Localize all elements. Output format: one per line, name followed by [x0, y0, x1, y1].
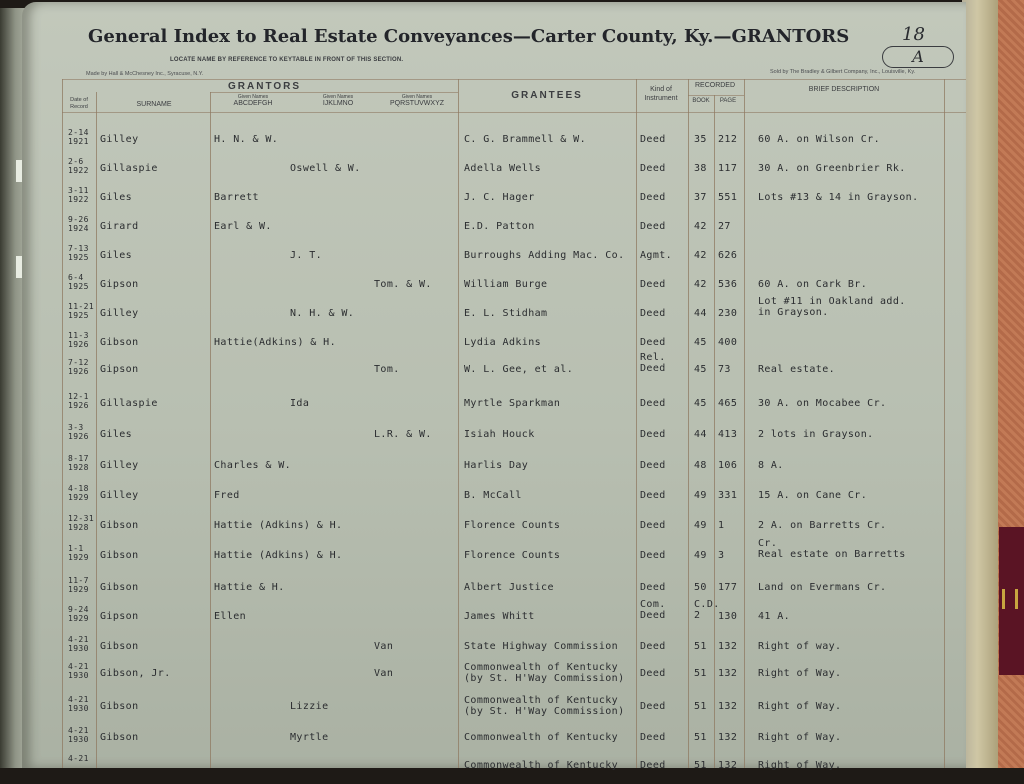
given-names-abcdefgh-header: Given Names ABCDEFGH: [233, 94, 273, 107]
entry-page: 27: [718, 221, 731, 232]
entry-given-names: Hattie (Adkins) & H.: [214, 520, 343, 531]
entry-grantee: Isiah Houck: [464, 429, 535, 440]
ledger-row: [22, 215, 966, 245]
entry-kind: Deed: [640, 641, 666, 652]
ledger-row: [22, 538, 966, 574]
entry-given-names: Hattie(Adkins) & H.: [214, 337, 336, 348]
entry-grantee: E. L. Stidham: [464, 308, 548, 319]
entry-given-names: Lizzie: [290, 701, 329, 712]
entry-surname: Girard: [100, 221, 139, 232]
entry-given-names: Tom.: [374, 364, 400, 375]
entry-page: 1: [718, 520, 725, 531]
entry-book: 38: [694, 163, 707, 174]
entry-book: 37: [694, 192, 707, 203]
entry-kind: Deed: [640, 221, 666, 232]
entry-date: 2-14 1921: [68, 128, 89, 146]
entry-page: 465: [718, 398, 738, 409]
entry-date: 9-26 1924: [68, 215, 89, 233]
grantors-header: GRANTORS: [228, 81, 302, 92]
entry-book: 51: [694, 760, 707, 771]
entry-page: 177: [718, 582, 738, 593]
entry-grantee: Burroughs Adding Mac. Co.: [464, 250, 625, 261]
ledger-row: [22, 662, 966, 692]
ledger-page: [22, 2, 966, 771]
entry-page: 3: [718, 550, 725, 561]
entry-kind: Deed: [640, 460, 666, 471]
page-title: General Index to Real Estate Conveyances—Carter County, Ky.—GRANTORS: [88, 26, 850, 47]
entry-kind: Deed: [640, 701, 666, 712]
entry-surname: Giles: [100, 192, 133, 203]
ledger-row: [22, 423, 966, 453]
bookmark-clasp-icon: [1002, 589, 1018, 609]
entry-date: 1-1 1929: [68, 544, 89, 562]
entry-given-names: H. N. & W.: [214, 134, 279, 145]
entry-description: Real estate.: [758, 364, 836, 375]
entry-page: 230: [718, 308, 738, 319]
entry-kind: Rel. Deed: [640, 352, 666, 374]
entry-given-names: Van: [374, 641, 394, 652]
entry-given-names: Ellen: [214, 611, 247, 622]
brief-description-header: BRIEF DESCRIPTION: [808, 86, 880, 93]
entry-grantee: Commonwealth of Kentucky: [464, 760, 619, 771]
entry-date: 8-17 1928: [68, 454, 89, 472]
entry-surname: Gillaspie: [100, 398, 158, 409]
entry-surname: Gibson: [100, 550, 139, 561]
entry-grantee: E.D. Patton: [464, 221, 535, 232]
entry-page: 132: [718, 701, 738, 712]
entry-given-names: Earl & W.: [214, 221, 272, 232]
entry-grantee: Albert Justice: [464, 582, 554, 593]
ledger-row: [22, 599, 966, 635]
entry-grantee: W. L. Gee, et al.: [464, 364, 574, 375]
entry-description: 30 A. on Greenbrier Rk.: [758, 163, 906, 174]
ledger-row: [22, 454, 966, 484]
entry-given-names: L.R. & W.: [374, 429, 432, 440]
entry-book: 45: [694, 364, 707, 375]
ledger-row: [22, 352, 966, 388]
entry-date: 4-21 1930: [68, 635, 89, 653]
entry-surname: Gipson: [100, 279, 139, 290]
given-names-pqrstuvwxyz-header: Given Names PQRSTUVWXYZ: [389, 94, 445, 107]
entry-grantee: Lydia Adkins: [464, 337, 542, 348]
bookmark-ribbon: [999, 527, 1024, 675]
entry-surname: Gilley: [100, 308, 139, 319]
entry-date: 3-11 1922: [68, 186, 89, 204]
entry-given-names: Hattie (Adkins) & H.: [214, 550, 343, 561]
entry-kind: Deed: [640, 668, 666, 679]
entry-page: 130: [718, 611, 738, 622]
entry-description: Right of Way.: [758, 668, 842, 679]
entry-grantee: Harlis Day: [464, 460, 529, 471]
entry-book: 48: [694, 460, 707, 471]
ledger-row: [22, 331, 966, 361]
entry-kind: Deed: [640, 337, 666, 348]
entry-date: 4-21 1930: [68, 662, 89, 680]
entry-grantee: State Highway Commission: [464, 641, 619, 652]
entry-date: 12-1 1926: [68, 392, 89, 410]
ledger-row: [22, 392, 966, 422]
entry-kind: Deed: [640, 732, 666, 743]
entry-date: 11-21 1925: [68, 302, 95, 320]
entry-surname: Gibson, Jr.: [100, 668, 171, 679]
entry-given-names: N. H. & W.: [290, 308, 355, 319]
entry-grantee: B. McCall: [464, 490, 522, 501]
entry-kind: Deed: [640, 760, 666, 771]
entry-book: 44: [694, 308, 707, 319]
entry-grantee: Florence Counts: [464, 520, 561, 531]
key-table-note: LOCATE NAME BY REFERENCE TO KEYTABLE IN FRONT OF THIS SECTION.: [170, 57, 404, 63]
entry-date: 3-3 1926: [68, 423, 89, 441]
entry-description: 2 A. on Barretts Cr.: [758, 520, 887, 531]
entry-description: Land on Evermans Cr.: [758, 582, 887, 593]
entry-kind: Deed: [640, 490, 666, 501]
entry-description: 15 A. on Cane Cr.: [758, 490, 868, 501]
entry-surname: Gipson: [100, 364, 139, 375]
entry-kind: Deed: [640, 163, 666, 174]
entry-page: 212: [718, 134, 738, 145]
entry-book: 49: [694, 490, 707, 501]
entry-surname: Giles: [100, 429, 133, 440]
entry-surname: Gibson: [100, 582, 139, 593]
entry-date: 11-7 1929: [68, 576, 89, 594]
entry-page: 400: [718, 337, 738, 348]
entry-grantee: Commonwealth of Kentucky (by St. H'Way Commission): [464, 662, 625, 684]
entry-given-names: Ida: [290, 398, 310, 409]
entry-description: Lots #13 & 14 in Grayson.: [758, 192, 919, 203]
entry-description: Cr. Real estate on Barretts: [758, 538, 906, 560]
given-names-ijklmno-header: Given Names IJKLMNO: [322, 94, 354, 107]
entry-book: 49: [694, 550, 707, 561]
book-header: BOOK: [692, 98, 710, 104]
entry-grantee: C. G. Brammell & W.: [464, 134, 586, 145]
ledger-row: [22, 635, 966, 665]
entry-given-names: Fred: [214, 490, 240, 501]
entry-grantee: Commonwealth of Kentucky: [464, 732, 619, 743]
entry-description: Lot #11 in Oakland add. in Grayson.: [758, 296, 906, 318]
entry-date: 9-24 1929: [68, 605, 89, 623]
maker-note: Made by Hall & McChesney Inc., Syracuse, N.Y.: [86, 71, 204, 77]
entry-book: 42: [694, 221, 707, 232]
entry-page: 536: [718, 279, 738, 290]
entry-given-names: Tom. & W.: [374, 279, 432, 290]
entry-kind: Deed: [640, 192, 666, 203]
entry-page: 413: [718, 429, 738, 440]
entry-description: Right of way.: [758, 641, 842, 652]
entry-description: 8 A.: [758, 460, 784, 471]
entry-grantee: Myrtle Sparkman: [464, 398, 561, 409]
page-number: 18: [902, 24, 925, 45]
entry-grantee: Commonwealth of Kentucky (by St. H'Way Commission): [464, 695, 625, 717]
entry-page: 73: [718, 364, 731, 375]
entry-page: 331: [718, 490, 738, 501]
header-bottom-rule: [62, 112, 966, 113]
entry-book: 45: [694, 398, 707, 409]
entry-date: 4-21 1930: [68, 695, 89, 713]
entry-kind: Deed: [640, 429, 666, 440]
entry-page: 626: [718, 250, 738, 261]
entry-surname: Gilley: [100, 460, 139, 471]
ledger-row: [22, 244, 966, 274]
entry-surname: Gilley: [100, 134, 139, 145]
entry-kind: Deed: [640, 398, 666, 409]
ledger-row: [22, 296, 966, 332]
ledger-row: [22, 157, 966, 187]
entry-surname: Gibson: [100, 701, 139, 712]
book-page-edges: [962, 0, 1000, 768]
entry-page: 132: [718, 641, 738, 652]
entry-book: 42: [694, 279, 707, 290]
entry-page: 132: [718, 760, 738, 771]
entry-kind: Deed: [640, 279, 666, 290]
entry-date: 4-21 1930: [68, 726, 89, 744]
entry-grantee: Florence Counts: [464, 550, 561, 561]
entry-book: 45: [694, 337, 707, 348]
entry-book: 50: [694, 582, 707, 593]
entry-book: 35: [694, 134, 707, 145]
entry-date: 11-3 1926: [68, 331, 89, 349]
entry-description: 60 A. on Cark Br.: [758, 279, 868, 290]
entry-description: Right of Way.: [758, 760, 842, 771]
entry-date: 7-13 1925: [68, 244, 89, 262]
entry-book: 49: [694, 520, 707, 531]
entry-given-names: Oswell & W.: [290, 163, 361, 174]
seller-note: Sold by The Bradley & Gilbert Company, Inc., Louisville, Ky.: [770, 69, 916, 75]
entry-surname: Gibson: [100, 337, 139, 348]
ledger-row: [22, 576, 966, 606]
entry-given-names: Myrtle: [290, 732, 329, 743]
entry-date: 6-4 1925: [68, 273, 89, 291]
recorded-header: RECORDED: [694, 82, 736, 89]
entry-surname: Gipson: [100, 611, 139, 622]
kind-of-instrument-header: Kind of Instrument: [644, 86, 678, 102]
entry-grantee: James Whitt: [464, 611, 535, 622]
entry-surname: Gibson: [100, 641, 139, 652]
entry-book: 42: [694, 250, 707, 261]
entry-description: 2 lots in Grayson.: [758, 429, 874, 440]
entry-date: 7-12 1926: [68, 358, 89, 376]
entry-grantee: William Burge: [464, 279, 548, 290]
ledger-row: [22, 754, 966, 784]
entry-page: 551: [718, 192, 738, 203]
entry-book: 51: [694, 641, 707, 652]
entry-book: 51: [694, 701, 707, 712]
ledger-row: [22, 726, 966, 756]
date-column-header: Date of Record: [70, 97, 88, 110]
entry-given-names: J. T.: [290, 250, 323, 261]
entry-grantee: Adella Wells: [464, 163, 542, 174]
entry-surname: Gibson: [100, 520, 139, 531]
entry-description: 30 A. on Mocabee Cr.: [758, 398, 887, 409]
entry-book: 51: [694, 732, 707, 743]
entry-book: 44: [694, 429, 707, 440]
entry-date: 2-6 1922: [68, 157, 89, 175]
ledger-row: [22, 695, 966, 725]
grantors-sub-rule: [210, 92, 458, 93]
entry-book: C.D. 2: [694, 599, 720, 621]
entry-grantee: J. C. Hager: [464, 192, 535, 203]
entry-description: 41 A.: [758, 611, 791, 622]
grantees-header: GRANTEES: [511, 90, 583, 101]
ledger-row: [22, 186, 966, 216]
surname-header: SURNAME: [136, 101, 172, 108]
entry-description: 60 A. on Wilson Cr.: [758, 134, 880, 145]
entry-given-names: Charles & W.: [214, 460, 292, 471]
entry-given-names: Barrett: [214, 192, 259, 203]
entry-kind: Com. Deed: [640, 599, 666, 621]
entry-surname: Gilley: [100, 490, 139, 501]
entry-description: Right of Way.: [758, 701, 842, 712]
entry-given-names: Hattie & H.: [214, 582, 285, 593]
header-top-rule: [62, 79, 966, 80]
entry-surname: Gillaspie: [100, 163, 158, 174]
ledger-row: [22, 484, 966, 514]
entry-kind: Agmt.: [640, 250, 673, 261]
ledger-row: [22, 128, 966, 158]
entry-page: 117: [718, 163, 738, 174]
entry-book: 51: [694, 668, 707, 679]
entry-surname: Giles: [100, 250, 133, 261]
page-letter-badge: A: [882, 46, 954, 68]
entry-surname: Gibson: [100, 732, 139, 743]
entry-kind: Deed: [640, 520, 666, 531]
entry-page: 106: [718, 460, 738, 471]
entry-kind: Deed: [640, 582, 666, 593]
recorded-sub-rule: [688, 95, 744, 96]
entry-date: 12-31 1928: [68, 514, 95, 532]
entry-page: 132: [718, 668, 738, 679]
entry-date: 4-18 1929: [68, 484, 89, 502]
entry-kind: Deed: [640, 308, 666, 319]
entry-given-names: Van: [374, 668, 394, 679]
entry-description: Right of Way.: [758, 732, 842, 743]
entry-kind: Deed: [640, 134, 666, 145]
entry-date: 4-21: [68, 754, 89, 763]
page-header: PAGE: [719, 98, 737, 104]
entry-page: 132: [718, 732, 738, 743]
entry-kind: Deed: [640, 550, 666, 561]
